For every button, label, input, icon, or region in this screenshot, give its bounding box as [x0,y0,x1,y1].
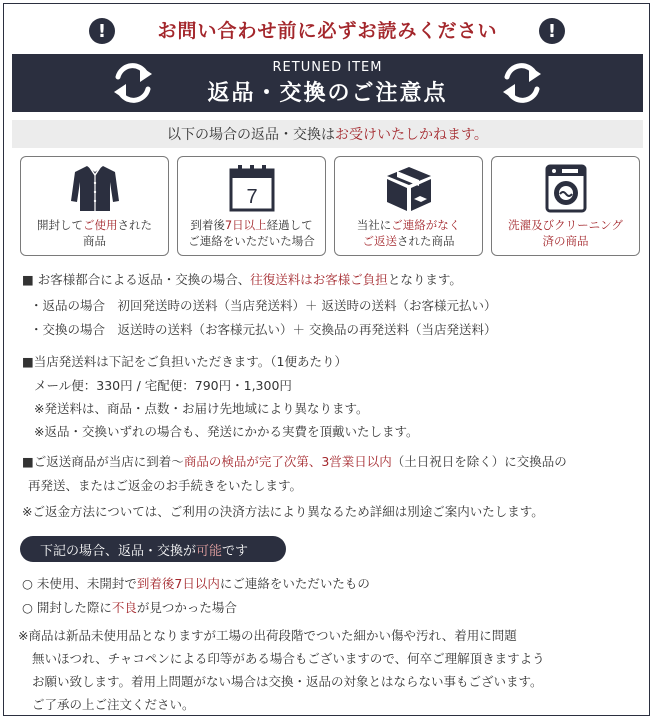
caption-emphasis: 洗濯及びクリーニング [508,218,623,232]
card-used-item [20,156,169,256]
refund-method-note: ※ご返金方法については、ご利用の決済方法により異なるため詳細は別途ご案内いたします。 [22,504,544,519]
swap-arrows-icon [110,60,156,106]
footnote-line: ご了承の上ご注文ください。 [32,697,195,712]
not-accepted-cards [20,156,636,258]
exchange-case-line: ・交換の場合 返送時の送料（お客様元払い）＋ 交換品の再発送料（当店発送料） [30,322,497,337]
refund-text: に交換品の [504,454,567,469]
pill-accent: 可能 [196,543,223,559]
pill-text: です [222,543,249,559]
card-caption [178,217,325,249]
allowed-emphasis: 到着後7日以内 [136,576,220,591]
caption-emphasis: 7日以上 [224,218,267,232]
caption-text: された [117,218,152,232]
caption-text: ご連絡をいただいた場合 [188,234,315,248]
allowed-emphasis: 不良 [111,600,137,615]
warning-title: お問い合わせ前に必ずお読みください [157,19,498,42]
refund-line-2: 再発送、またはご返金のお手続きをいたします。 [28,478,303,493]
allowed-cases-label [20,536,286,562]
not-accepted-notice [12,120,643,148]
caption-emphasis: 済の商品 [542,234,589,248]
allowed-text: が見つかった場合 [136,600,237,615]
notice-prefix: 以下の場合の返品・交換は [167,127,336,143]
box-icon [383,163,435,213]
shipping-policy-line [22,270,462,288]
caption-emphasis: ご使用 [83,218,118,232]
policy-text: となります。 [387,272,462,287]
caption-text: 到着後 [190,218,225,232]
notice-emphasis: お受けいたしかねます。 [335,127,488,143]
policy-emphasis: 往復送料はお客様ご負担 [250,272,388,287]
caption-text: 開封して [37,218,83,232]
caption-text: された商品 [397,234,455,248]
return-banner [12,54,643,112]
calendar-icon [226,163,278,213]
allowed-text: ○ 開封した際に [22,600,112,615]
notice-frame [3,3,650,716]
banner-subtitle: RETUNED ITEM [272,60,383,75]
allowed-text: にご連絡をいただいたもの [219,576,370,591]
swap-arrows-icon [499,60,545,106]
pill-text: 下記の場合、返品・交換が [40,543,197,559]
shirt-icon [69,163,121,213]
refund-line [22,452,567,470]
allowed-text: ○ 未使用、未開封で [22,576,137,591]
refund-emphasis: 商品の検品が完了次第、3営業日以内 [183,454,392,469]
card-returned-without-contact [334,156,483,256]
card-caption [492,217,639,249]
caption-text: 経過して [266,218,313,232]
caption-text: 当社に [356,218,392,232]
footnote-line: 無いほつれ、チャコペンによる印等がある場合もございますので、何卒ご理解頂きますよう [32,651,545,666]
card-washed-item [491,156,640,256]
card-caption [335,217,482,249]
refund-text: （土日祝日を除く） [391,454,505,469]
banner-title: 返品・交換のご注意点 [207,81,448,106]
allowed-item [22,598,237,616]
store-fee-line: ■当店発送料は下記をご負担いただきます。（1便あたり） [22,354,348,369]
washing-machine-icon [540,163,592,213]
policy-text: ■ お客様都合による返品・交換の場合、 [22,272,251,287]
allowed-item [22,574,370,592]
footnote-line: ※商品は新品未使用品となりますが工場の出荷段階でついた細かい傷や汚れ、着用に問題 [18,628,517,643]
warning-header [4,4,651,54]
store-fee-note-emphasis: ※返品・交換いずれの場合も、発送にかかる実費を頂戴いたします。 [34,424,419,439]
caption-text: 商品 [83,234,106,248]
card-7-days-passed [177,156,326,256]
caption-emphasis: ご返送 [362,234,397,248]
store-fee-note: ※発送料は、商品・点数・お届け先地域により異なります。 [34,401,369,416]
exclamation-icon: ! [539,18,565,44]
card-caption [21,217,168,249]
calendar-day: 7 [245,186,258,208]
exclamation-icon: ! [89,18,115,44]
footnote-line: お願い致します。着用上問題がない場合は交換・返品の対象とはならない事もございます。 [32,674,543,689]
caption-emphasis: ご連絡がなく [391,218,461,232]
store-fee-rates: メール便：330円 / 宅配便：790円・1,300円 [34,378,292,393]
return-case-line: ・返品の場合 初回発送時の送料（当店発送料）＋ 返送時の送料（お客様元払い） [30,298,497,313]
refund-text: ■ご返送商品が当店に到着～ [22,454,184,469]
